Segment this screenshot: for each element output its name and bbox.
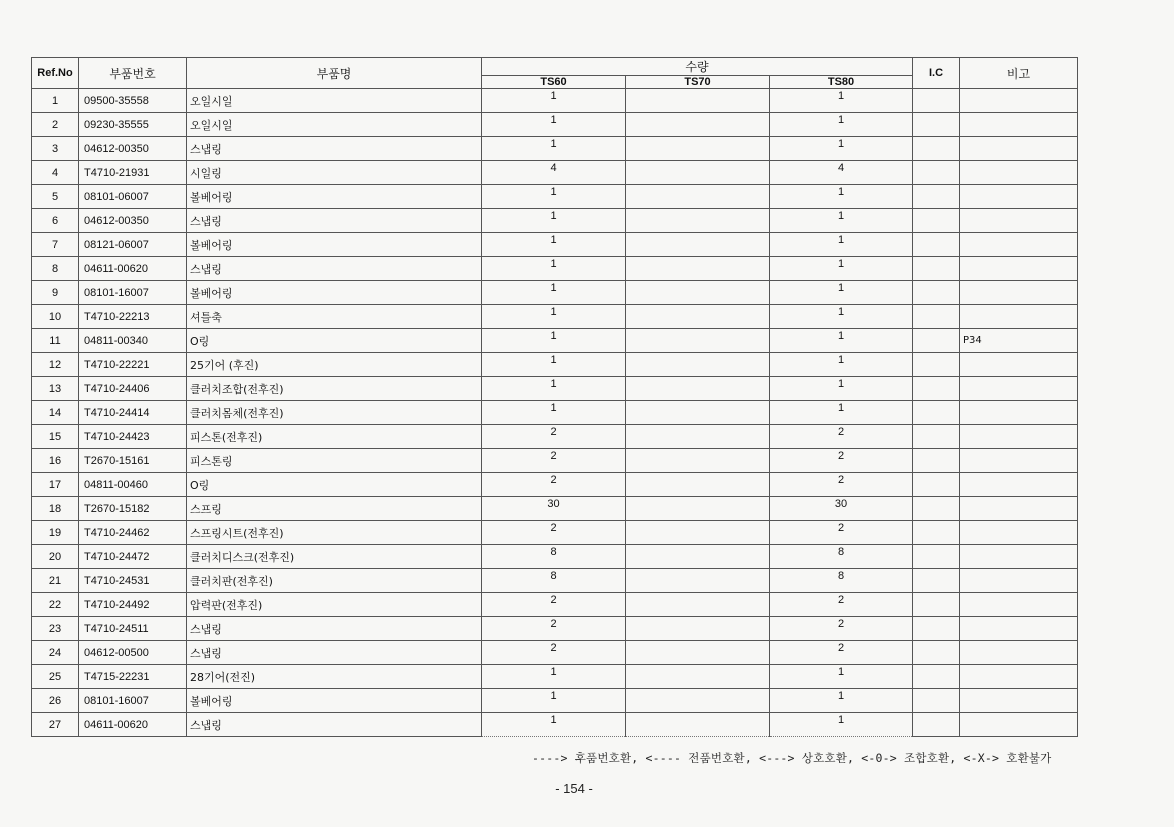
cell-part-number: T4710-24492 (79, 593, 187, 617)
cell-ref-no: 23 (32, 617, 79, 641)
cell-qty-ts60: 1 (482, 401, 626, 425)
cell-ref-no: 14 (32, 401, 79, 425)
cell-qty-ts60: 1 (482, 713, 626, 737)
cell-qty-ts70 (626, 545, 770, 569)
cell-qty-ts60: 2 (482, 449, 626, 473)
cell-qty-ts60: 8 (482, 545, 626, 569)
cell-part-number: T4715-22231 (79, 665, 187, 689)
cell-part-number: T4710-24531 (79, 569, 187, 593)
table-row (32, 377, 1078, 401)
cell-remark (960, 281, 1078, 305)
cell-qty-ts60: 1 (482, 233, 626, 257)
cell-qty-ts70 (626, 113, 770, 137)
table-row (32, 521, 1078, 545)
table-row (32, 161, 1078, 185)
cell-qty-ts70 (626, 353, 770, 377)
cell-remark (960, 209, 1078, 233)
cell-qty-ts80: 2 (770, 425, 913, 449)
cell-ic (913, 233, 960, 257)
cell-qty-ts60: 1 (482, 281, 626, 305)
cell-qty-ts70 (626, 257, 770, 281)
cell-part-number: 04811-00340 (79, 329, 187, 353)
table-row (32, 401, 1078, 425)
cell-ic (913, 113, 960, 137)
cell-remark (960, 353, 1078, 377)
cell-ic (913, 449, 960, 473)
header-row-top (32, 58, 1078, 76)
cell-part-number: 04611-00620 (79, 713, 187, 737)
cell-ic (913, 329, 960, 353)
cell-remark (960, 689, 1078, 713)
cell-qty-ts60: 2 (482, 425, 626, 449)
cell-qty-ts80: 1 (770, 689, 913, 713)
table-row (32, 665, 1078, 689)
cell-qty-ts80: 2 (770, 641, 913, 665)
cell-qty-ts70 (626, 185, 770, 209)
cell-ref-no: 17 (32, 473, 79, 497)
table-row (32, 185, 1078, 209)
cell-qty-ts70 (626, 521, 770, 545)
table-row (32, 641, 1078, 665)
cell-part-number: T4710-24472 (79, 545, 187, 569)
table-row (32, 113, 1078, 137)
cell-remark (960, 473, 1078, 497)
cell-part-number: 04811-00460 (79, 473, 187, 497)
cell-ic (913, 593, 960, 617)
table-row (32, 593, 1078, 617)
cell-ic (913, 281, 960, 305)
cell-part-name: 스냅링 (187, 713, 482, 737)
table-row (32, 89, 1078, 113)
cell-ic (913, 497, 960, 521)
cell-part-number: T4710-24414 (79, 401, 187, 425)
cell-part-name: 스프링시트(전후진) (187, 521, 482, 545)
cell-part-name: 압력판(전후진) (187, 593, 482, 617)
cell-part-name: 클러치조합(전후진) (187, 377, 482, 401)
cell-ref-no: 10 (32, 305, 79, 329)
table-row (32, 425, 1078, 449)
cell-qty-ts60: 1 (482, 257, 626, 281)
cell-ref-no: 21 (32, 569, 79, 593)
table-row (32, 689, 1078, 713)
cell-part-number: T4710-24462 (79, 521, 187, 545)
cell-qty-ts80: 1 (770, 185, 913, 209)
table-row (32, 305, 1078, 329)
cell-ic (913, 545, 960, 569)
cell-remark (960, 305, 1078, 329)
cell-qty-ts80: 1 (770, 233, 913, 257)
cell-ic (913, 185, 960, 209)
cell-part-number: 08101-16007 (79, 281, 187, 305)
cell-ic (913, 641, 960, 665)
cell-part-number: 09230-35555 (79, 113, 187, 137)
col-header-remarks: 비고 (960, 58, 1078, 89)
cell-qty-ts70 (626, 377, 770, 401)
cell-qty-ts70 (626, 137, 770, 161)
cell-ref-no: 15 (32, 425, 79, 449)
cell-ref-no: 20 (32, 545, 79, 569)
table-row (32, 329, 1078, 353)
cell-part-number: 04612-00500 (79, 641, 187, 665)
cell-ic (913, 689, 960, 713)
cell-ref-no: 2 (32, 113, 79, 137)
table-row (32, 137, 1078, 161)
table-row (32, 281, 1078, 305)
col-header-part-name: 부품명 (187, 58, 482, 89)
parts-table (31, 57, 1078, 737)
table-row (32, 569, 1078, 593)
cell-remark (960, 161, 1078, 185)
cell-remark (960, 425, 1078, 449)
cell-part-number: 08101-16007 (79, 689, 187, 713)
cell-remark (960, 593, 1078, 617)
cell-part-name: 스냅링 (187, 257, 482, 281)
cell-part-name: 스냅링 (187, 617, 482, 641)
cell-remark (960, 113, 1078, 137)
cell-qty-ts80: 2 (770, 521, 913, 545)
cell-qty-ts60: 30 (482, 497, 626, 521)
cell-ic (913, 713, 960, 737)
cell-ref-no: 7 (32, 233, 79, 257)
cell-remark (960, 665, 1078, 689)
cell-qty-ts70 (626, 473, 770, 497)
cell-qty-ts60: 2 (482, 641, 626, 665)
cell-part-name: 볼베어링 (187, 185, 482, 209)
cell-remark (960, 233, 1078, 257)
cell-ic (913, 305, 960, 329)
cell-qty-ts60: 1 (482, 209, 626, 233)
table-row (32, 617, 1078, 641)
table-row (32, 233, 1078, 257)
cell-part-name: 25기어 (후진) (187, 353, 482, 377)
cell-qty-ts80: 1 (770, 353, 913, 377)
cell-ref-no: 18 (32, 497, 79, 521)
cell-qty-ts60: 8 (482, 569, 626, 593)
cell-ref-no: 3 (32, 137, 79, 161)
cell-qty-ts60: 1 (482, 185, 626, 209)
cell-ic (913, 137, 960, 161)
cell-qty-ts70 (626, 569, 770, 593)
cell-qty-ts80: 1 (770, 305, 913, 329)
cell-ref-no: 9 (32, 281, 79, 305)
cell-qty-ts70 (626, 593, 770, 617)
cell-qty-ts80: 30 (770, 497, 913, 521)
cell-part-name: 스냅링 (187, 641, 482, 665)
cell-qty-ts80: 2 (770, 617, 913, 641)
cell-ref-no: 1 (32, 89, 79, 113)
cell-part-name: 클러치몸체(전후진) (187, 401, 482, 425)
parts-table-body (32, 89, 1078, 737)
cell-part-name: 클러치디스크(전후진) (187, 545, 482, 569)
cell-part-name: 피스톤링 (187, 449, 482, 473)
table-row (32, 209, 1078, 233)
cell-qty-ts60: 1 (482, 665, 626, 689)
cell-part-number: 04611-00620 (79, 257, 187, 281)
col-header-ts60: TS60 (482, 76, 626, 89)
cell-part-name: 셔틀축 (187, 305, 482, 329)
cell-qty-ts60: 1 (482, 89, 626, 113)
cell-remark (960, 521, 1078, 545)
cell-qty-ts80: 1 (770, 401, 913, 425)
cell-ic (913, 353, 960, 377)
cell-remark (960, 449, 1078, 473)
cell-qty-ts70 (626, 161, 770, 185)
cell-remark (960, 545, 1078, 569)
cell-ref-no: 26 (32, 689, 79, 713)
cell-ic (913, 209, 960, 233)
table-row (32, 497, 1078, 521)
table-row (32, 545, 1078, 569)
cell-qty-ts80: 1 (770, 113, 913, 137)
cell-qty-ts70 (626, 641, 770, 665)
table-row (32, 449, 1078, 473)
cell-ic (913, 377, 960, 401)
cell-ref-no: 13 (32, 377, 79, 401)
cell-qty-ts80: 1 (770, 209, 913, 233)
col-header-ic: I.C (913, 58, 960, 89)
table-row (32, 713, 1078, 737)
cell-qty-ts80: 1 (770, 257, 913, 281)
cell-remark (960, 617, 1078, 641)
cell-part-number: T4710-24423 (79, 425, 187, 449)
col-header-part-number: 부품번호 (79, 58, 187, 89)
cell-ref-no: 19 (32, 521, 79, 545)
cell-ic (913, 401, 960, 425)
cell-ic (913, 665, 960, 689)
cell-ref-no: 22 (32, 593, 79, 617)
cell-qty-ts70 (626, 233, 770, 257)
cell-ref-no: 4 (32, 161, 79, 185)
cell-ref-no: 5 (32, 185, 79, 209)
cell-part-name: 28기어(전진) (187, 665, 482, 689)
cell-ic (913, 617, 960, 641)
cell-ref-no: 16 (32, 449, 79, 473)
cell-ic (913, 569, 960, 593)
interchangeability-legend: ----> 후품번호환, <---- 전품번호환, <---> 상호호환, <-0-> 조합호환, <-X-> 호환불가 (532, 751, 1052, 765)
cell-part-name: 스냅링 (187, 137, 482, 161)
col-header-ts80: TS80 (770, 76, 913, 89)
cell-remark (960, 185, 1078, 209)
cell-qty-ts60: 1 (482, 689, 626, 713)
cell-qty-ts60: 1 (482, 377, 626, 401)
cell-ref-no: 11 (32, 329, 79, 353)
table-row (32, 473, 1078, 497)
cell-ic (913, 425, 960, 449)
col-header-quantity: 수량 (482, 58, 913, 76)
cell-remark (960, 137, 1078, 161)
page-number: - 154 - (555, 781, 593, 796)
cell-ic (913, 473, 960, 497)
cell-part-number: T4710-22221 (79, 353, 187, 377)
cell-qty-ts70 (626, 689, 770, 713)
cell-qty-ts70 (626, 713, 770, 737)
cell-part-name: 스프링 (187, 497, 482, 521)
cell-remark: P34 (960, 329, 1078, 353)
cell-part-name: 오일시일 (187, 89, 482, 113)
cell-part-number: T4710-24511 (79, 617, 187, 641)
cell-qty-ts80: 2 (770, 473, 913, 497)
cell-part-name: 오일시일 (187, 113, 482, 137)
cell-part-name: 볼베어링 (187, 233, 482, 257)
cell-qty-ts80: 1 (770, 377, 913, 401)
cell-ref-no: 25 (32, 665, 79, 689)
cell-part-number: 04612-00350 (79, 209, 187, 233)
cell-ref-no: 8 (32, 257, 79, 281)
cell-qty-ts70 (626, 209, 770, 233)
cell-part-name: 볼베어링 (187, 281, 482, 305)
cell-part-number: 04612-00350 (79, 137, 187, 161)
cell-remark (960, 377, 1078, 401)
cell-ref-no: 12 (32, 353, 79, 377)
cell-qty-ts70 (626, 617, 770, 641)
cell-qty-ts60: 2 (482, 593, 626, 617)
cell-qty-ts80: 1 (770, 665, 913, 689)
cell-qty-ts60: 4 (482, 161, 626, 185)
cell-qty-ts70 (626, 449, 770, 473)
cell-qty-ts70 (626, 497, 770, 521)
cell-remark (960, 257, 1078, 281)
cell-part-name: 클러치판(전후진) (187, 569, 482, 593)
col-header-ref-no: Ref.No (32, 58, 79, 89)
cell-ref-no: 24 (32, 641, 79, 665)
cell-qty-ts70 (626, 401, 770, 425)
cell-qty-ts60: 2 (482, 521, 626, 545)
cell-qty-ts80: 1 (770, 713, 913, 737)
cell-remark (960, 713, 1078, 737)
cell-remark (960, 89, 1078, 113)
cell-ic (913, 161, 960, 185)
cell-qty-ts80: 8 (770, 545, 913, 569)
cell-part-name: 볼베어링 (187, 689, 482, 713)
cell-qty-ts70 (626, 305, 770, 329)
cell-part-number: 09500-35558 (79, 89, 187, 113)
cell-remark (960, 401, 1078, 425)
cell-remark (960, 569, 1078, 593)
cell-qty-ts80: 8 (770, 569, 913, 593)
cell-qty-ts80: 1 (770, 281, 913, 305)
cell-qty-ts60: 1 (482, 305, 626, 329)
cell-part-name: 시일링 (187, 161, 482, 185)
cell-part-number: 08121-06007 (79, 233, 187, 257)
col-header-ts70: TS70 (626, 76, 770, 89)
cell-qty-ts80: 1 (770, 137, 913, 161)
cell-qty-ts60: 1 (482, 113, 626, 137)
cell-part-number: T4710-24406 (79, 377, 187, 401)
cell-ic (913, 89, 960, 113)
cell-ref-no: 6 (32, 209, 79, 233)
cell-part-number: T4710-21931 (79, 161, 187, 185)
table-row (32, 353, 1078, 377)
cell-ic (913, 257, 960, 281)
cell-part-name: O링 (187, 329, 482, 353)
cell-ref-no: 27 (32, 713, 79, 737)
cell-qty-ts80: 1 (770, 329, 913, 353)
cell-part-name: O링 (187, 473, 482, 497)
cell-qty-ts60: 2 (482, 617, 626, 641)
cell-qty-ts70 (626, 665, 770, 689)
cell-remark (960, 641, 1078, 665)
cell-part-number: T4710-22213 (79, 305, 187, 329)
cell-part-number: T2670-15182 (79, 497, 187, 521)
cell-qty-ts80: 4 (770, 161, 913, 185)
cell-qty-ts60: 1 (482, 329, 626, 353)
cell-part-name: 스냅링 (187, 209, 482, 233)
cell-qty-ts70 (626, 329, 770, 353)
cell-remark (960, 497, 1078, 521)
cell-qty-ts60: 2 (482, 473, 626, 497)
cell-qty-ts70 (626, 89, 770, 113)
cell-qty-ts70 (626, 425, 770, 449)
cell-qty-ts80: 2 (770, 449, 913, 473)
cell-qty-ts60: 1 (482, 137, 626, 161)
table-row (32, 257, 1078, 281)
cell-qty-ts70 (626, 281, 770, 305)
cell-part-number: 08101-06007 (79, 185, 187, 209)
cell-ic (913, 521, 960, 545)
cell-part-number: T2670-15161 (79, 449, 187, 473)
cell-qty-ts60: 1 (482, 353, 626, 377)
cell-qty-ts80: 2 (770, 593, 913, 617)
cell-part-name: 피스톤(전후진) (187, 425, 482, 449)
cell-qty-ts80: 1 (770, 89, 913, 113)
